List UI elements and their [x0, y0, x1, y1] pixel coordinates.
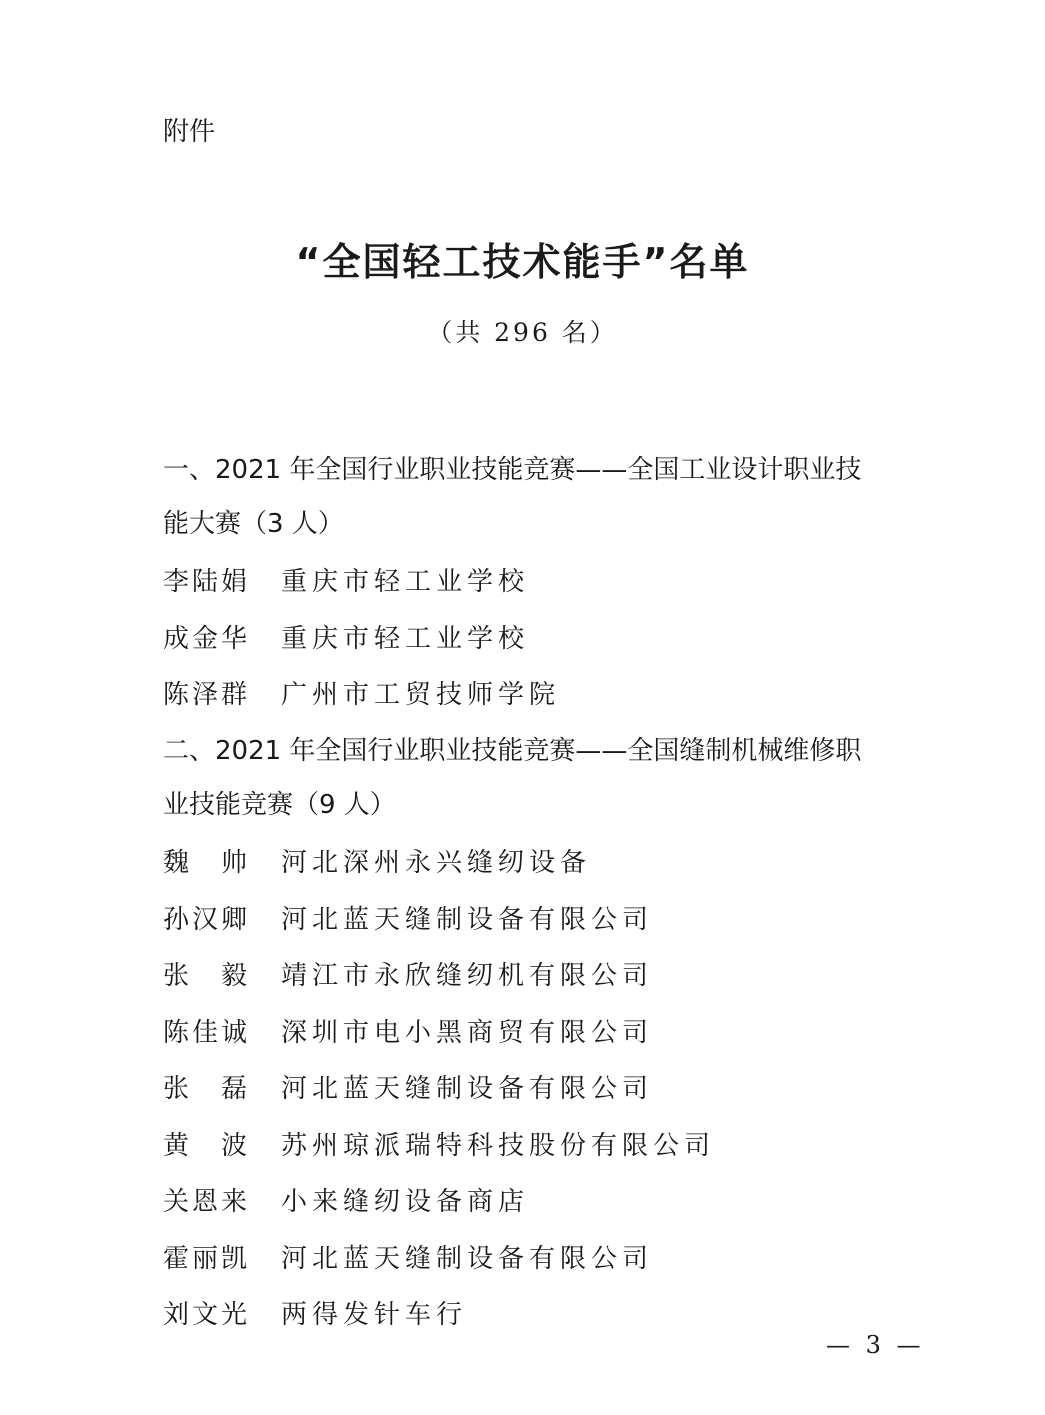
- person-organization: 河北蓝天缝制设备有限公司: [281, 904, 654, 935]
- list-item: [163, 1005, 653, 1055]
- person-organization: 深圳市电小黑商贸有限公司: [281, 1017, 654, 1048]
- section-1-heading-line-1: 一、2021 年全国行业职业技能竞赛——全国工业设计职业技: [163, 455, 862, 485]
- person-organization: 重庆市轻工业学校: [281, 623, 530, 654]
- list-item: [163, 1061, 653, 1111]
- person-organization: 两得发针车行: [281, 1299, 468, 1330]
- document-subtitle: （共 296 名）: [427, 318, 618, 347]
- section-2-heading: [163, 724, 923, 832]
- person-name: 孙汉卿: [163, 904, 251, 935]
- person-organization: 重庆市轻工业学校: [281, 566, 530, 597]
- person-name: 张 磊: [163, 1073, 251, 1104]
- attachment-label: 附件: [163, 117, 216, 147]
- person-name: 张 毅: [163, 960, 251, 991]
- list-item: [163, 554, 529, 604]
- list-item: [163, 948, 653, 998]
- person-name: 刘文光: [163, 1299, 251, 1330]
- person-organization: 河北蓝天缝制设备有限公司: [281, 1073, 654, 1104]
- person-name: 成金华: [163, 623, 251, 654]
- section-2-heading-line-2: 业技能竞赛（9 人）: [163, 790, 396, 820]
- person-name: 陈泽群: [163, 679, 251, 710]
- person-organization: 靖江市永欣缝纫机有限公司: [281, 960, 654, 991]
- list-item: [163, 1174, 529, 1224]
- person-name: 霍丽凯: [163, 1243, 251, 1274]
- person-name: 李陆娟: [163, 566, 251, 597]
- list-item: [163, 667, 560, 717]
- list-item: [163, 1287, 467, 1337]
- person-name: 陈佳诚: [163, 1017, 251, 1048]
- list-item: [163, 1118, 715, 1168]
- section-1-heading-line-2: 能大赛（3 人）: [163, 509, 344, 539]
- person-organization: 广州市工贸技师学院: [281, 679, 561, 710]
- person-organization: 小来缝纫设备商店: [281, 1186, 530, 1217]
- person-organization: 河北蓝天缝制设备有限公司: [281, 1243, 654, 1274]
- person-name: 关恩来: [163, 1186, 251, 1217]
- person-organization: 河北深州永兴缝纫设备: [281, 847, 592, 878]
- person-organization: 苏州琼派瑞特科技股份有限公司: [281, 1130, 716, 1161]
- list-item: [163, 1231, 653, 1281]
- person-name: 黄 波: [163, 1130, 251, 1161]
- list-item: [163, 611, 529, 661]
- document-title: “全国轻工技术能手”名单: [295, 240, 750, 284]
- person-name: 魏 帅: [163, 847, 251, 878]
- list-item: [163, 892, 653, 942]
- section-2-heading-line-1: 二、2021 年全国行业职业技能竞赛——全国缝制机械维修职: [163, 736, 862, 766]
- page-number: — 3 —: [826, 1331, 925, 1359]
- list-item: [163, 835, 591, 885]
- section-1-heading: [163, 443, 923, 551]
